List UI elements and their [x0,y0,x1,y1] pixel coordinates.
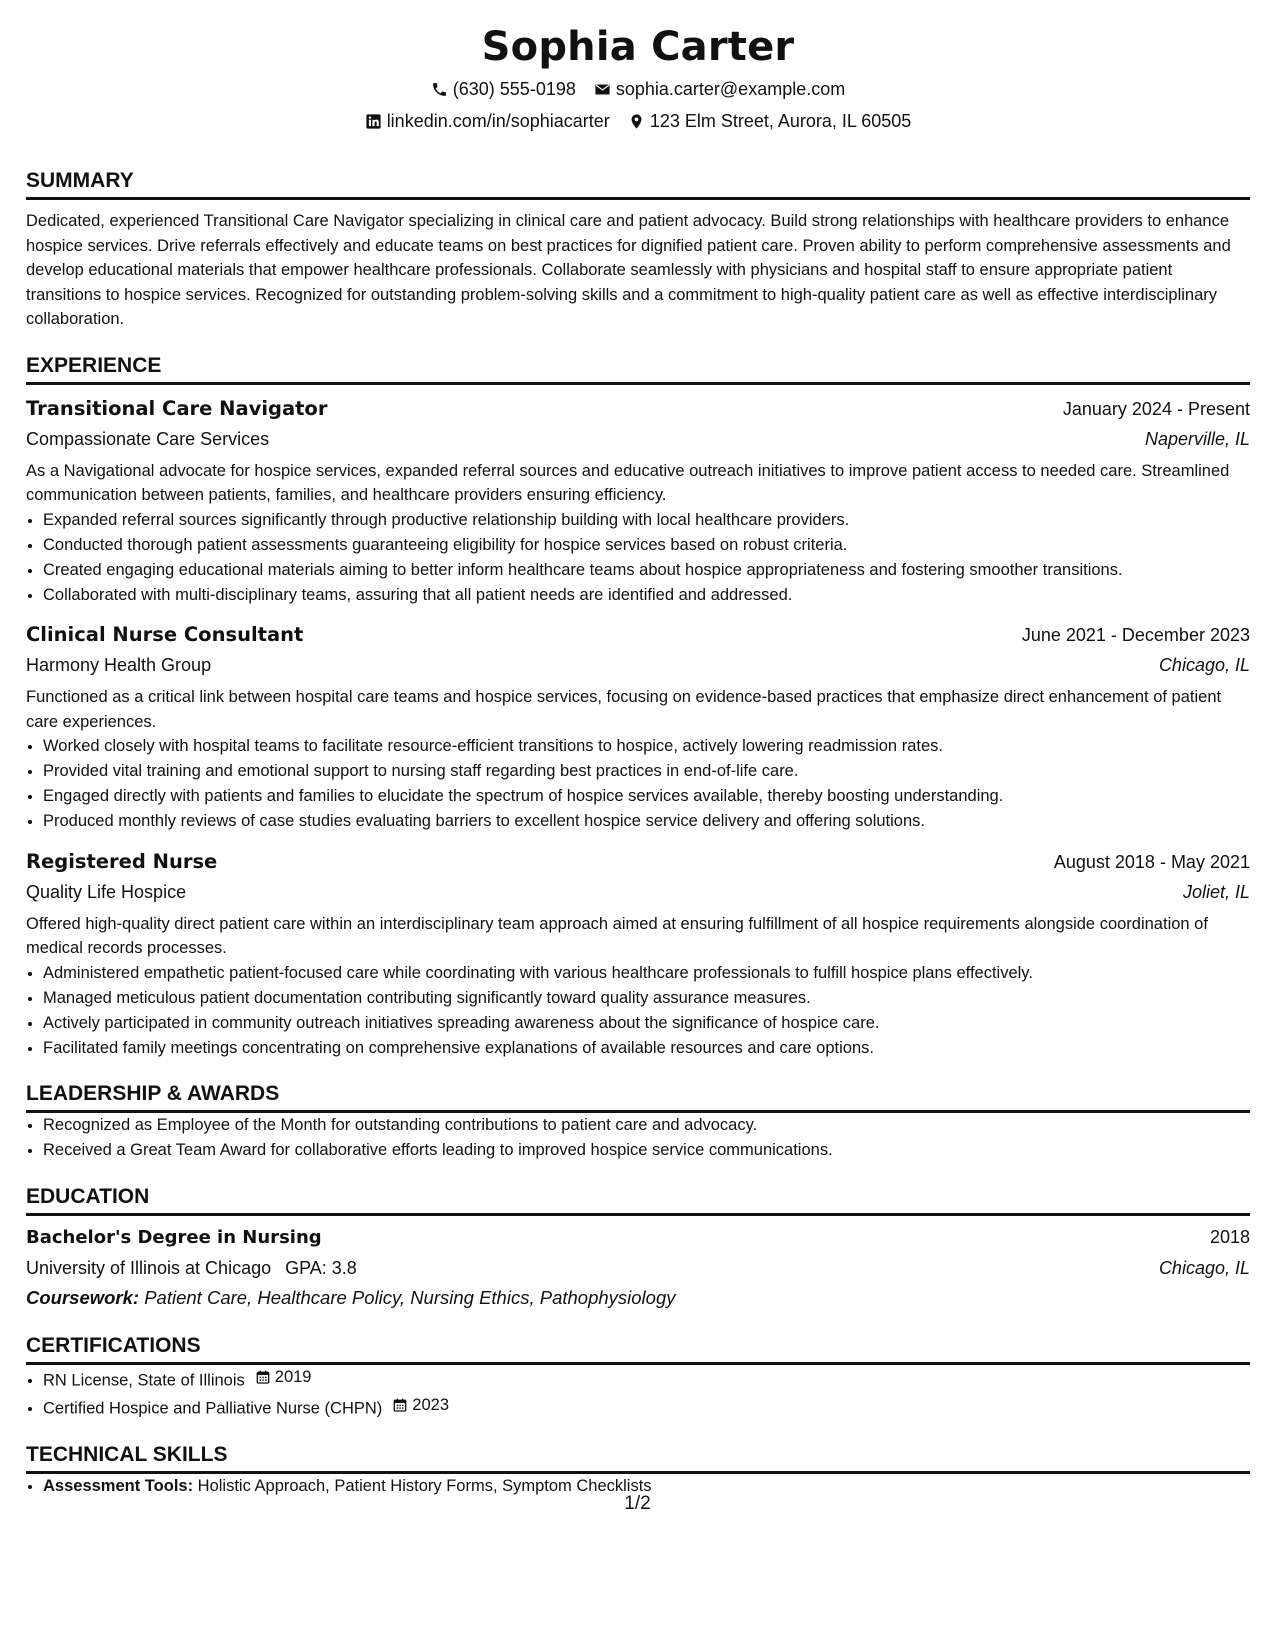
education-entry [26,1223,1250,1312]
job-title: Registered Nurse [26,849,218,873]
phone-icon [431,81,448,98]
job-location: Chicago, IL [1158,655,1250,675]
candidate-name: Sophia Carter [481,24,795,70]
skills-heading: TECHNICAL SKILLS [26,1442,1250,1474]
list-item: • Recognized as Employee of the Month for outstanding contributions to patient care and advocacy. [43,1113,1250,1138]
linkedin-contact[interactable] [365,110,610,132]
experience-heading: EXPERIENCE [26,353,1250,385]
envelope-icon [594,81,611,98]
list-item: • Collaborated with multi-disciplinary teams, assuring that all patient needs are identified and addressed. [43,583,1250,608]
linkedin-icon [365,113,382,130]
gpa: GPA: 3.8 [285,1257,357,1278]
email-address[interactable]: sophia.carter@example.com [615,79,846,99]
calendar-icon [392,1397,408,1413]
job-location: Joliet, IL [1182,881,1250,902]
page-number: 1/2 [624,1493,651,1514]
company-name: Quality Life Hospice [26,881,187,902]
cert-name: Certified Hospice and Palliative Nurse (CHPN) [43,1399,383,1417]
degree-name: Bachelor's Degree in Nursing [26,1226,322,1248]
resume-page [26,0,1250,1499]
company-name: Compassionate Care Services [26,428,270,449]
awards-list [26,1113,1250,1163]
cert-date [255,1365,312,1390]
contact-row-1 [26,78,1250,100]
job-bullets [26,734,1250,834]
school-location: Chicago, IL [1158,1257,1250,1278]
skill-label: Assessment Tools: [43,1476,194,1495]
phone-contact [431,78,576,100]
list-item: • Actively participated in community outreach initiatives spreading awareness about the significance of hospice care. [43,1011,1250,1036]
contact-row-2 [26,110,1250,132]
list-item [43,1393,1250,1421]
linkedin-url[interactable]: linkedin.com/in/sophiacarter [386,111,610,131]
job-entry [26,621,1250,834]
job-description: Offered high-quality direct patient care within an interdisciplinary team approach aimed at ensuring fulfillment of all hospice requirements alongside coordination of medical records processes. [26,914,1208,957]
job-bullets [26,961,1250,1061]
school-name: University of Illinois at Chicago [26,1257,272,1278]
list-item: • Worked closely with hospital teams to facilitate resource-efficient transitions to hospice, actively lowering readmission rates. [43,734,1250,759]
list-item: • Created engaging educational materials aiming to better inform healthcare teams about hospice appropriateness and fostering smoother transitions. [43,558,1250,583]
company-name: Harmony Health Group [26,655,212,675]
list-item: • Managed meticulous patient documentation contributing significantly toward quality assurance measures. [43,986,1250,1011]
job-dates: August 2018 - May 2021 [1053,851,1250,872]
email-contact[interactable] [594,78,845,100]
cert-year: 2019 [274,1367,312,1386]
coursework [26,1284,1250,1312]
certifications-heading: CERTIFICATIONS [26,1333,1250,1365]
job-description: As a Navigational advocate for hospice services, expanded referral sources and educative outreach initiatives to improve patient access to needed care. Streamlined communication between patients, families, and healthcare providers ensuring efficiency. [26,461,1230,504]
list-item [43,1365,1250,1393]
list-item: • Provided vital training and emotional support to nursing staff regarding best practices in end-of-life care. [43,759,1250,784]
coursework-list: Patient Care, Healthcare Policy, Nursing Ethics, Pathophysiology [144,1286,676,1308]
skill-value: Holistic Approach, Patient History Forms, Symptom Checklists [197,1476,652,1495]
job-dates: June 2021 - December 2023 [1021,625,1250,645]
job-dates: January 2024 - Present [1062,398,1250,419]
job-description: Functioned as a critical link between hospital care teams and hospice services, focusing on evidence-based practices that emphasize direct enhancement of patient care experiences. [26,688,1222,731]
list-item: • Received a Great Team Award for collaborative efforts leading to improved hospice service communications. [43,1138,1250,1163]
certifications-list [26,1365,1250,1421]
address-contact [628,110,912,132]
calendar-icon [255,1369,271,1385]
list-item: • Facilitated family meetings concentrating on comprehensive explanations of available resources and care options. [43,1036,1250,1061]
resume-header [26,22,1250,132]
list-item: • Conducted thorough patient assessments guaranteeing eligibility for hospice services based on robust criteria. [43,533,1250,558]
phone-number: (630) 555-0198 [452,79,576,99]
leadership-heading: LEADERSHIP & AWARDS [26,1081,1250,1113]
list-item: • Expanded referral sources significantly through productive relationship building with local healthcare providers. [43,508,1250,533]
job-title: Clinical Nurse Consultant [26,623,304,646]
summary-text: Dedicated, experienced Transitional Care Navigator specializing in clinical care and patient advocacy. Build strong relationships with healthcare providers to enhance hospice services. Drive referrals effectively and educate teams on best practices for dignified patient care. Proven ability to perform comprehensive assessments and develop educational materials that empower healthcare professionals. Collaborate seamlessly with physicians and hospital staff to ensure appropriate patient transitions to hospice services. Recognized for outstanding problem-solving skills and a commitment to high-quality patient care as well as effective interdisciplinary collaboration. [26,212,1231,328]
graduation-year: 2018 [1209,1226,1250,1247]
cert-year: 2023 [412,1395,450,1414]
map-pin-icon [628,113,645,130]
summary-heading: SUMMARY [26,168,1250,200]
list-item: • Administered empathetic patient-focused care while coordinating with various healthcare professionals to fulfill hospice plans effectively. [43,961,1250,986]
list-item: • Produced monthly reviews of case studies evaluating barriers to excellent hospice service delivery and offering solutions. [43,809,1250,834]
list-item: • Engaged directly with patients and families to elucidate the spectrum of hospice services available, thereby boosting understanding. [43,784,1250,809]
education-heading: EDUCATION [26,1184,1250,1216]
job-entry [26,848,1250,1061]
coursework-label: Coursework: [26,1286,140,1308]
school-info [26,1254,357,1282]
job-title: Transitional Care Navigator [26,396,328,420]
job-bullets [26,508,1250,608]
street-address: 123 Elm Street, Aurora, IL 60505 [649,111,912,131]
job-location: Naperville, IL [1144,428,1250,449]
cert-name: RN License, State of Illinois [43,1370,245,1389]
cert-date [392,1393,449,1418]
job-entry [26,395,1250,608]
